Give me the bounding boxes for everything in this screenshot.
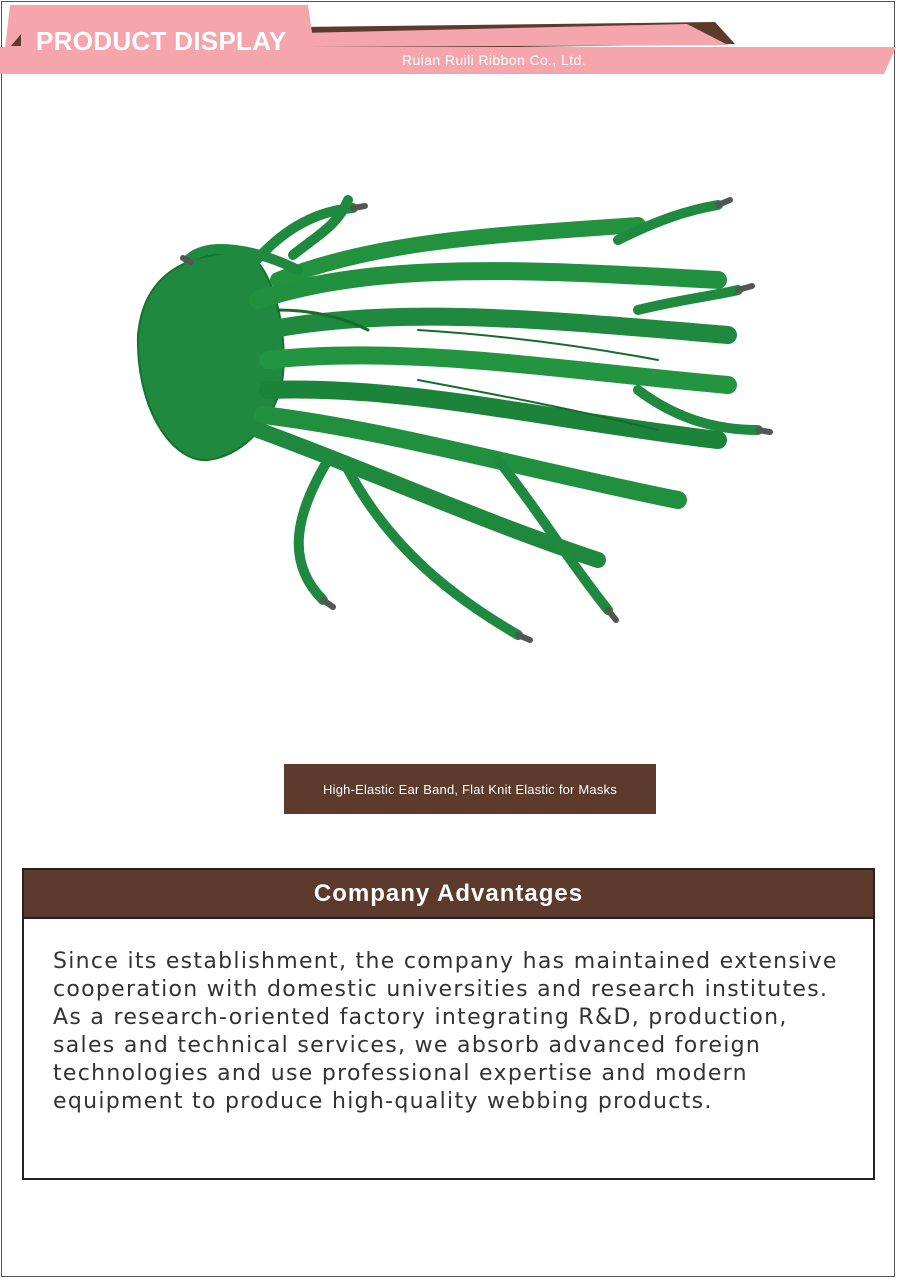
product-caption: High-Elastic Ear Band, Flat Knit Elastic for Masks — [284, 764, 656, 814]
company-name: Ruian Ruili Ribbon Co., Ltd. — [402, 52, 586, 68]
advantages-body: Since its establishment, the company has maintained extensive cooperation with domestic universities and research institutes. As a research-oriented factory integrating R&D, production, sales and technical services, we absorb advanced foreign technologies and use professional expertise and modern equipment to produce high-quality webbing products. — [53, 949, 838, 1114]
company-advantages-section — [22, 868, 875, 1180]
page-title: PRODUCT DISPLAY — [36, 26, 287, 56]
elastic-band-bundle — [138, 200, 770, 640]
advantages-header — [24, 870, 873, 919]
advantages-title: Company Advantages — [313, 879, 584, 907]
product-image — [118, 130, 788, 720]
header-banner — [0, 0, 898, 80]
